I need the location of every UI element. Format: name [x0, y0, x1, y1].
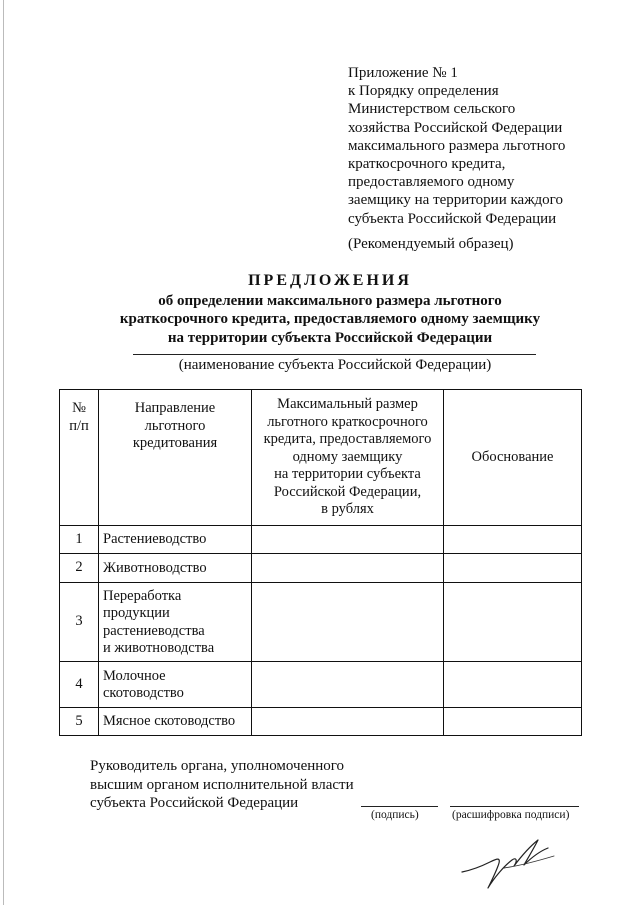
row-max-size-cell[interactable] [252, 526, 444, 554]
row-number: 1 [60, 526, 99, 554]
appendix-line: предоставляемого одному [348, 174, 515, 191]
document-title [60, 272, 600, 347]
signatory-block [90, 757, 354, 813]
row-number: 3 [60, 583, 99, 662]
row-basis-cell[interactable] [444, 662, 582, 708]
appendix-line: максимального размера льготного [348, 137, 566, 154]
table-row [60, 708, 582, 736]
appendix-line: заемщику на территории каждого [348, 192, 563, 209]
row-number: 4 [60, 662, 99, 708]
row-basis-cell[interactable] [444, 526, 582, 554]
appendix-line: хозяйства Российской Федерации [348, 119, 563, 136]
header-max-size: Максимальный размер льготного краткосрочного кредита, предоставляемого одному заемщику на территории субъекта Российской Федерации, в рублях [252, 390, 444, 526]
row-max-size-cell[interactable] [252, 583, 444, 662]
subject-name-line [133, 354, 536, 355]
table-row [60, 583, 582, 662]
header-basis: Обоснование [444, 390, 582, 526]
table-header-row [60, 390, 582, 526]
appendix-line: субъекта Российской Федерации [348, 210, 557, 227]
title-line: об определении максимального размера льготного [158, 292, 502, 309]
table-row [60, 554, 582, 583]
signatory-line: Руководитель органа, уполномоченного [90, 758, 345, 774]
signature-decoding-line[interactable] [450, 806, 579, 807]
signatory-line: субъекта Российской Федерации [90, 795, 299, 811]
row-direction: Животноводство [99, 554, 252, 583]
row-number: 2 [60, 554, 99, 583]
signature-caption: (подпись) [371, 809, 419, 821]
subject-name-caption: (наименование субъекта Российской Федерации) [178, 357, 492, 373]
appendix-line: Министерством сельского [348, 101, 516, 118]
proposals-table [59, 389, 582, 736]
row-basis-cell[interactable] [444, 554, 582, 583]
header-number: № п/п [60, 390, 99, 526]
header-direction: Направление льготного кредитования [99, 390, 252, 526]
row-max-size-cell[interactable] [252, 662, 444, 708]
title-main: ПРЕДЛОЖЕНИЯ [248, 272, 412, 289]
title-line: краткосрочного кредита, предоставляемого одному заемщику [119, 311, 541, 327]
row-max-size-cell[interactable] [252, 554, 444, 583]
row-direction: Растениеводство [99, 526, 252, 554]
table-row [60, 662, 582, 708]
table-row [60, 526, 582, 554]
row-max-size-cell[interactable] [252, 708, 444, 736]
row-basis-cell[interactable] [444, 708, 582, 736]
row-direction: Переработка продукции растениеводства и животноводства [99, 583, 252, 662]
appendix-line: Приложение № 1 [348, 65, 458, 81]
signatory-line: высшим органом исполнительной власти [90, 776, 354, 793]
handwritten-signature-icon [458, 832, 558, 894]
scan-edge-line [3, 0, 4, 905]
recommended-sample-label: (Рекомендуемый образец) [348, 236, 514, 252]
appendix-note [348, 64, 618, 228]
row-number: 5 [60, 708, 99, 736]
title-line: на территории субъекта Российской Федерации [167, 329, 493, 346]
row-basis-cell[interactable] [444, 583, 582, 662]
row-direction: Молочное скотоводство [99, 662, 252, 708]
row-direction: Мясное скотоводство [99, 708, 252, 736]
signature-decoding-caption: (расшифровка подписи) [452, 809, 570, 821]
signature-line[interactable] [361, 806, 438, 807]
appendix-line: к Порядку определения [348, 83, 499, 100]
appendix-line: краткосрочного кредита, [348, 156, 506, 173]
